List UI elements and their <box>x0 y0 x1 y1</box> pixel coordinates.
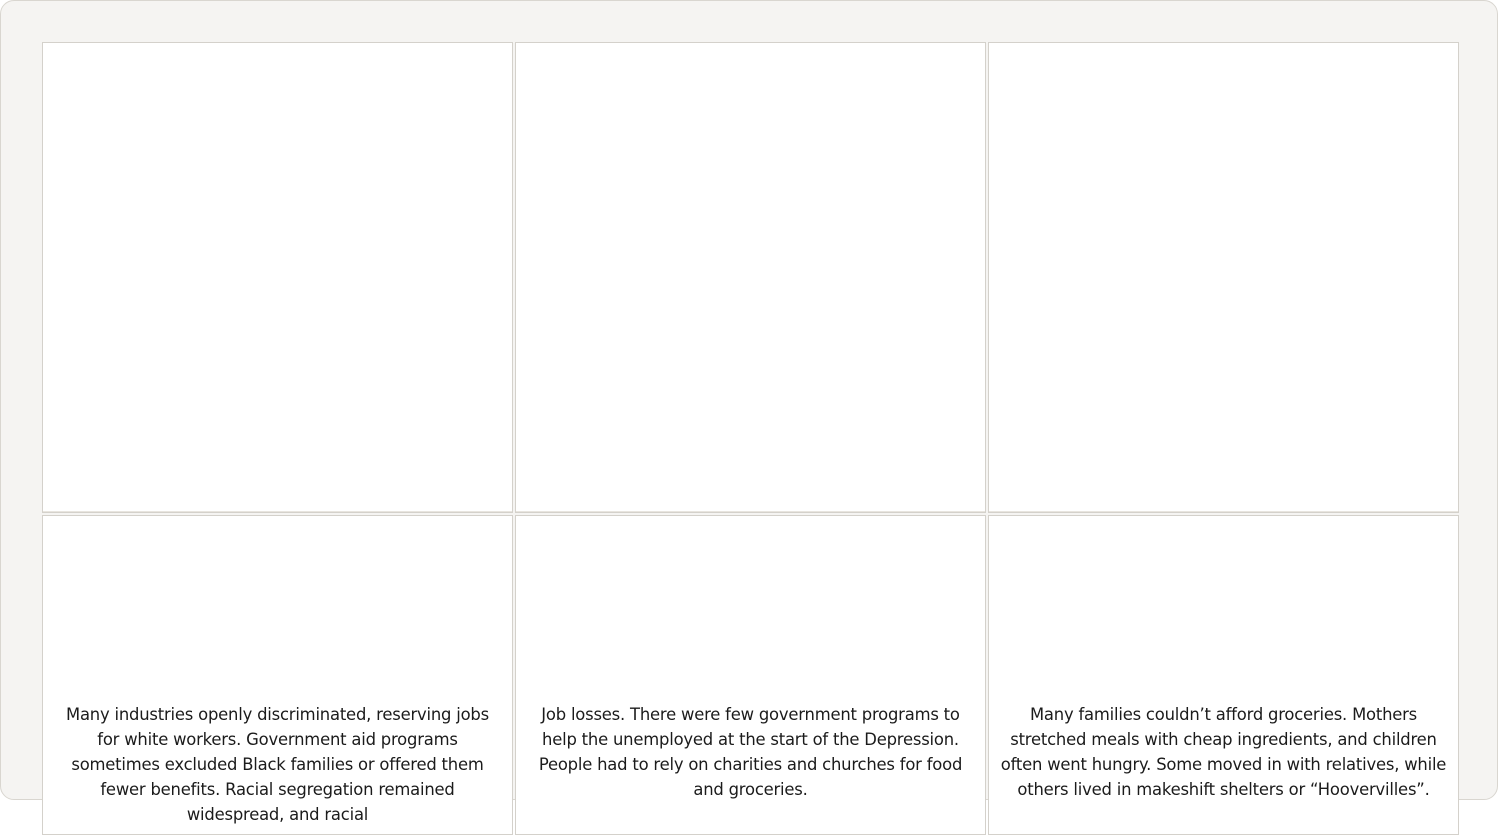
storyboard-grid <box>42 42 1460 835</box>
caption-text: Many families couldn’t afford groceries. Mothers stretched meals with cheap ingredients, and children often went hungry. Some moved in with relatives, while others lived in makeshift shelters or “Hoovervilles”. <box>1000 705 1447 799</box>
story-panel-3[interactable] <box>988 42 1459 513</box>
caption-text: Job losses. There were few government programs to help the unemployed at the start of the Depression. People had to rely on charities and churches for food and groceries. <box>538 705 963 799</box>
caption-text: Many industries openly discriminated, reserving jobs for white workers. Government aid programs sometimes excluded Black families or offered them fewer benefits. Racial segregation remained widespread, and racial <box>66 705 489 824</box>
story-panel-1[interactable] <box>42 42 513 513</box>
story-panel-2[interactable] <box>515 42 986 513</box>
caption-panel-3[interactable] <box>988 515 1459 835</box>
caption-panel-2[interactable] <box>515 515 986 835</box>
caption-panel-1[interactable] <box>42 515 513 835</box>
